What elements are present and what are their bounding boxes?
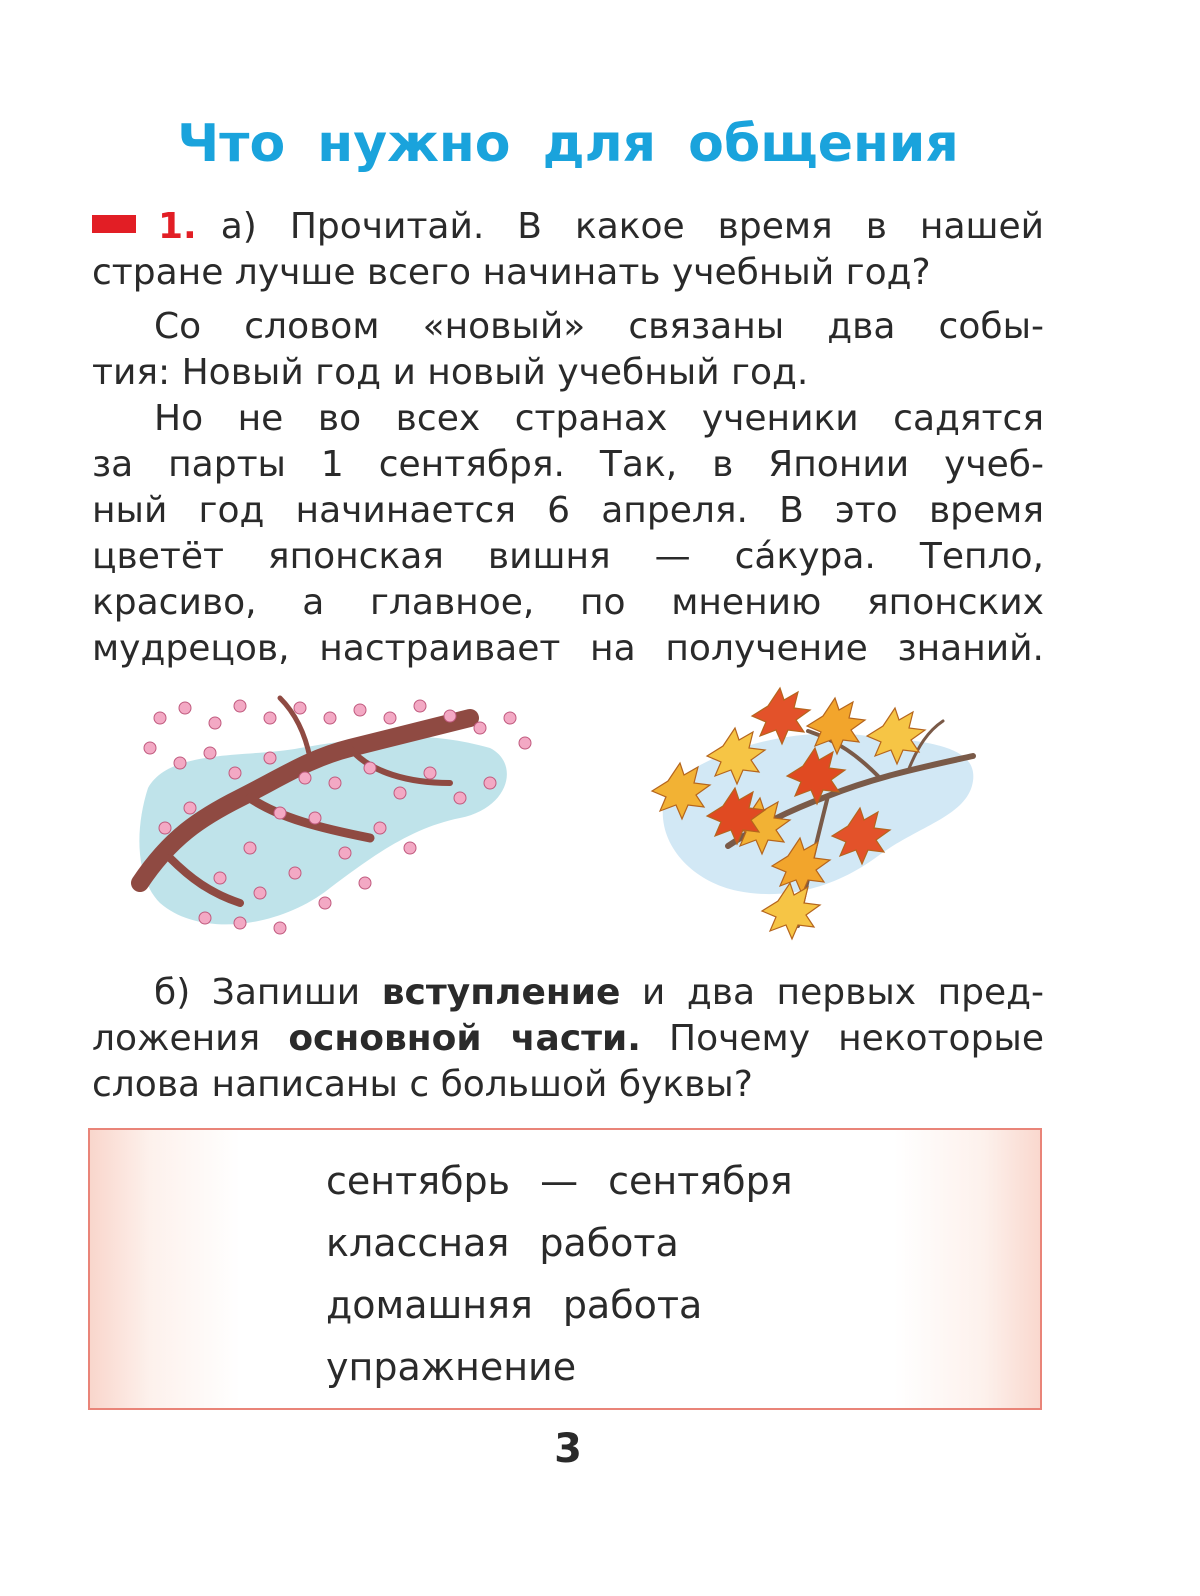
task-b-text: б) Запиши: [154, 972, 361, 1013]
vocab-dash: —: [540, 1159, 579, 1203]
vocabulary-line: [326, 1336, 793, 1398]
task-b-term-introduction: вступление: [381, 972, 621, 1013]
task-1-part-b: [92, 970, 1044, 1108]
paragraph-line: тия: Новый год и новый учебный год.: [92, 352, 809, 393]
vocab-word: сентябрь: [326, 1159, 511, 1203]
maple-branch-illustration: [628, 686, 980, 948]
task-b-line1: [92, 970, 1044, 1016]
vocabulary-line: [326, 1274, 793, 1336]
vocabulary-words: [326, 1150, 793, 1398]
page-title: Что нужно для общения: [177, 114, 959, 174]
vocab-word: сентября: [608, 1159, 793, 1203]
vocabulary-line: [326, 1212, 793, 1274]
task-number: 1.: [158, 206, 197, 247]
task-b-line2: [92, 1016, 1044, 1062]
task-b-text: Почему некоторые: [669, 1018, 1045, 1059]
task-b-line3: слова написаны с большой буквы?: [92, 1064, 753, 1105]
vocabulary-line: [326, 1150, 793, 1212]
paragraph-line: Со словом «новый» связаны два собы-: [154, 306, 1044, 347]
vocab-word: домашняя: [326, 1283, 533, 1327]
vocab-word: классная: [326, 1221, 510, 1265]
vocab-word: работа: [539, 1221, 679, 1265]
page-number: 3: [554, 1426, 582, 1472]
task-b-text: и два первых пред-: [641, 972, 1044, 1013]
paragraph-line: Но не во всех странах ученики садятся: [154, 398, 1044, 439]
vocab-word: работа: [562, 1283, 703, 1327]
paragraph-line: цветёт японская вишня — са́кура. Тепло,: [92, 536, 1044, 577]
task-a-question-line2: стране лучше всего начинать учебный год?: [92, 252, 931, 293]
paragraph-line: мудрецов, настраивает на получение знаний.: [92, 628, 1044, 669]
sakura-branch-illustration: [130, 688, 540, 948]
vocab-word: упражнение: [326, 1345, 577, 1389]
paragraph-line: красиво, а главное, по мнению японских: [92, 582, 1044, 623]
task-b-term-main-part: основной части.: [288, 1018, 641, 1059]
paragraph-1: [92, 304, 1044, 396]
task-marker: [92, 215, 136, 233]
paragraph-line: ный год начинается 6 апреля. В это время: [92, 490, 1044, 531]
task-1-part-a: [92, 204, 1044, 296]
task-b-text: ложения: [92, 1018, 261, 1059]
task-a-question-line1: а) Прочитай. В какое время в нашей: [220, 206, 1044, 247]
paragraph-2: [92, 396, 1044, 672]
paragraph-line: за парты 1 сентября. Так, в Японии учеб-: [92, 444, 1044, 485]
